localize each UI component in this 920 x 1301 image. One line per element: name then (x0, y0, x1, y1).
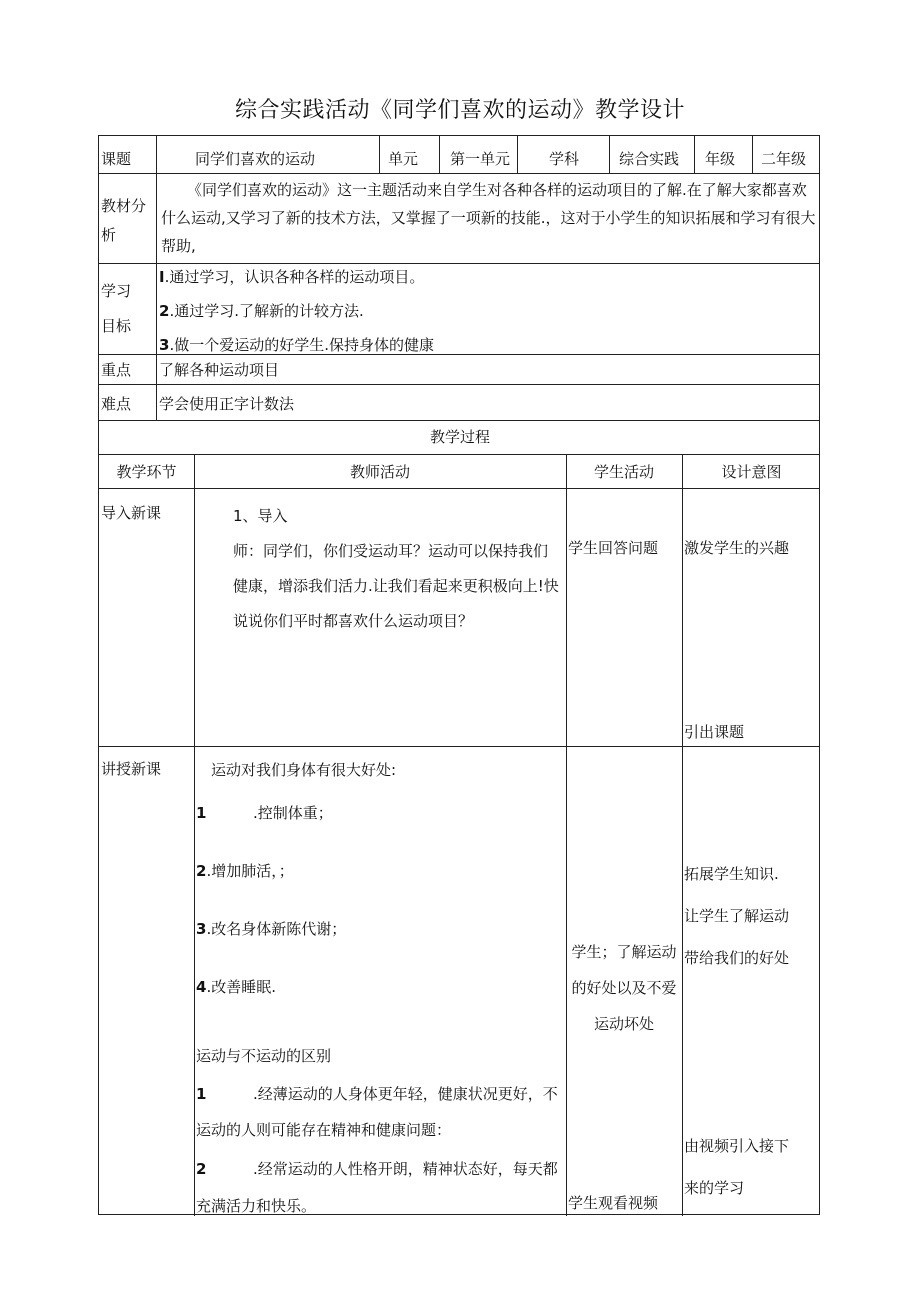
benefit-text: .改善睡眠. (206, 978, 276, 996)
header-design-intent: 设计意图 (721, 463, 782, 481)
benefit-text: .增加肺活，； (206, 862, 294, 880)
row-divider (99, 384, 819, 385)
lecture-student-line: 运动坏处 (593, 1015, 654, 1033)
benefit-item (196, 977, 276, 997)
lesson-plan-table (98, 135, 820, 1215)
benefit-number: 4 (196, 978, 207, 996)
goal-item (159, 301, 364, 321)
goal-number: 3 (159, 336, 170, 354)
course-label: 课题 (101, 150, 132, 168)
diff-line: 运动的人则可能存在精神和健康问题： (196, 1121, 452, 1139)
lecture-intent-line: 来的学习 (684, 1179, 745, 1197)
grade-value: 二年级 (761, 150, 807, 168)
row-divider (99, 420, 819, 421)
goal-text: .通过学习，认识各种各样的运动项目。 (164, 268, 425, 286)
intro-design-intent-2: 引出课题 (684, 723, 745, 741)
row-divider (99, 454, 819, 455)
goals-label-line1: 学习 (101, 282, 132, 300)
diff-line: .经薄运动的人身体更年轻，健康状况更好，不 (253, 1085, 558, 1103)
subject-label: 学科 (549, 150, 580, 168)
col-divider (439, 136, 440, 173)
lecture-intent-line: 带给我们的好处 (684, 949, 790, 967)
intro-teacher-line: 健康，增添我们活力.让我们看起来更积极向上!快 (233, 577, 559, 595)
analysis-text: 《同学们喜欢的运动》这一主题活动来自学生对各种各样的运动项目的了解.在了解大家都喜欢什么运动,又学习了新的技术方法，又掌握了一项新的技能.，这对于小学生的知识拓展和学习有很大帮助, (161, 181, 816, 255)
goals-label-line2: 目标 (101, 317, 132, 335)
header-stage: 教学环节 (116, 463, 177, 481)
lecture-stage: 讲授新课 (101, 760, 162, 778)
col-divider (566, 454, 567, 1216)
diff-number: 2 (196, 1160, 207, 1178)
course-value: 同学们喜欢的运动 (195, 150, 316, 168)
col-divider (752, 136, 753, 173)
unit-label: 单元 (388, 150, 419, 168)
benefit-number: 3 (196, 920, 207, 938)
diff-heading: 运动与不运动的区别 (196, 1047, 332, 1065)
difficulty-label: 难点 (101, 395, 132, 413)
header-student-activity: 学生活动 (593, 463, 654, 481)
intro-stage: 导入新课 (101, 504, 162, 522)
row-divider (99, 263, 819, 264)
intro-step: 1、导入 (233, 507, 288, 525)
benefit-item (196, 861, 294, 881)
goal-item (159, 267, 424, 287)
difficulty-text: 学会使用正字计数法 (159, 395, 295, 413)
document-title: 综合实践活动《同学们喜欢的运动》教学设计 (234, 98, 685, 123)
col-divider (194, 454, 195, 1216)
col-divider (379, 136, 380, 173)
intro-student-activity: 学生回答问题 (568, 539, 659, 557)
row-divider (99, 488, 819, 489)
grade-label: 年级 (705, 150, 736, 168)
row-divider (99, 746, 819, 747)
lecture-intent-line: 让学生了解运动 (684, 907, 790, 925)
col-divider (682, 454, 683, 1216)
col-divider (156, 136, 157, 173)
lecture-intent-line: 拓展学生知识. (684, 865, 779, 883)
key-point-label: 重点 (101, 361, 132, 379)
lecture-intent-line: 由视频引入接下 (684, 1137, 790, 1155)
diff-number: 1 (196, 1085, 207, 1103)
unit-value: 第一单元 (450, 150, 511, 168)
intro-teacher-line: 师：同学们，你们受运动耳？运动可以保持我们 (233, 542, 549, 560)
lecture-student-line: 学生；了解运动 (571, 943, 677, 961)
benefit-number: 2 (196, 862, 207, 880)
process-title: 教学过程 (429, 428, 490, 446)
goal-number: I (159, 268, 165, 286)
goal-text: .通过学习.了解新的计较方法. (169, 302, 364, 320)
diff-line: 充满活力和快乐。 (196, 1197, 317, 1215)
benefit-text: .控制体重； (253, 804, 333, 822)
col-divider (517, 136, 518, 173)
header-teacher-activity: 教师活动 (349, 463, 410, 481)
lecture-student-video: 学生观看视频 (568, 1194, 659, 1212)
lecture-student-line: 的好处以及不爱 (571, 979, 677, 997)
diff-line: .经常运动的人性格开朗，精神状态好，每天都 (253, 1160, 558, 1178)
analysis-label-line2: 析 (101, 226, 117, 244)
col-divider (609, 136, 610, 173)
col-divider (694, 136, 695, 173)
goal-text: .做一个爱运动的好学生.保持身体的健康 (169, 336, 434, 354)
goal-number: 2 (159, 302, 170, 320)
lecture-heading: 运动对我们身体有很大好处: (211, 761, 397, 779)
benefit-item (196, 919, 346, 939)
benefit-number: 1 (196, 804, 207, 822)
intro-teacher-line: 说说你们平时都喜欢什么运动项目？ (233, 612, 474, 630)
benefit-text: .改名身体新陈代谢； (206, 920, 347, 938)
col-divider (156, 173, 157, 421)
row-divider (99, 173, 819, 174)
goal-item (159, 335, 434, 355)
subject-value: 综合实践 (619, 150, 680, 168)
key-point-text: 了解各种运动项目 (159, 361, 280, 379)
analysis-label-line1: 教材分 (101, 197, 147, 215)
intro-design-intent: 激发学生的兴趣 (684, 539, 790, 557)
